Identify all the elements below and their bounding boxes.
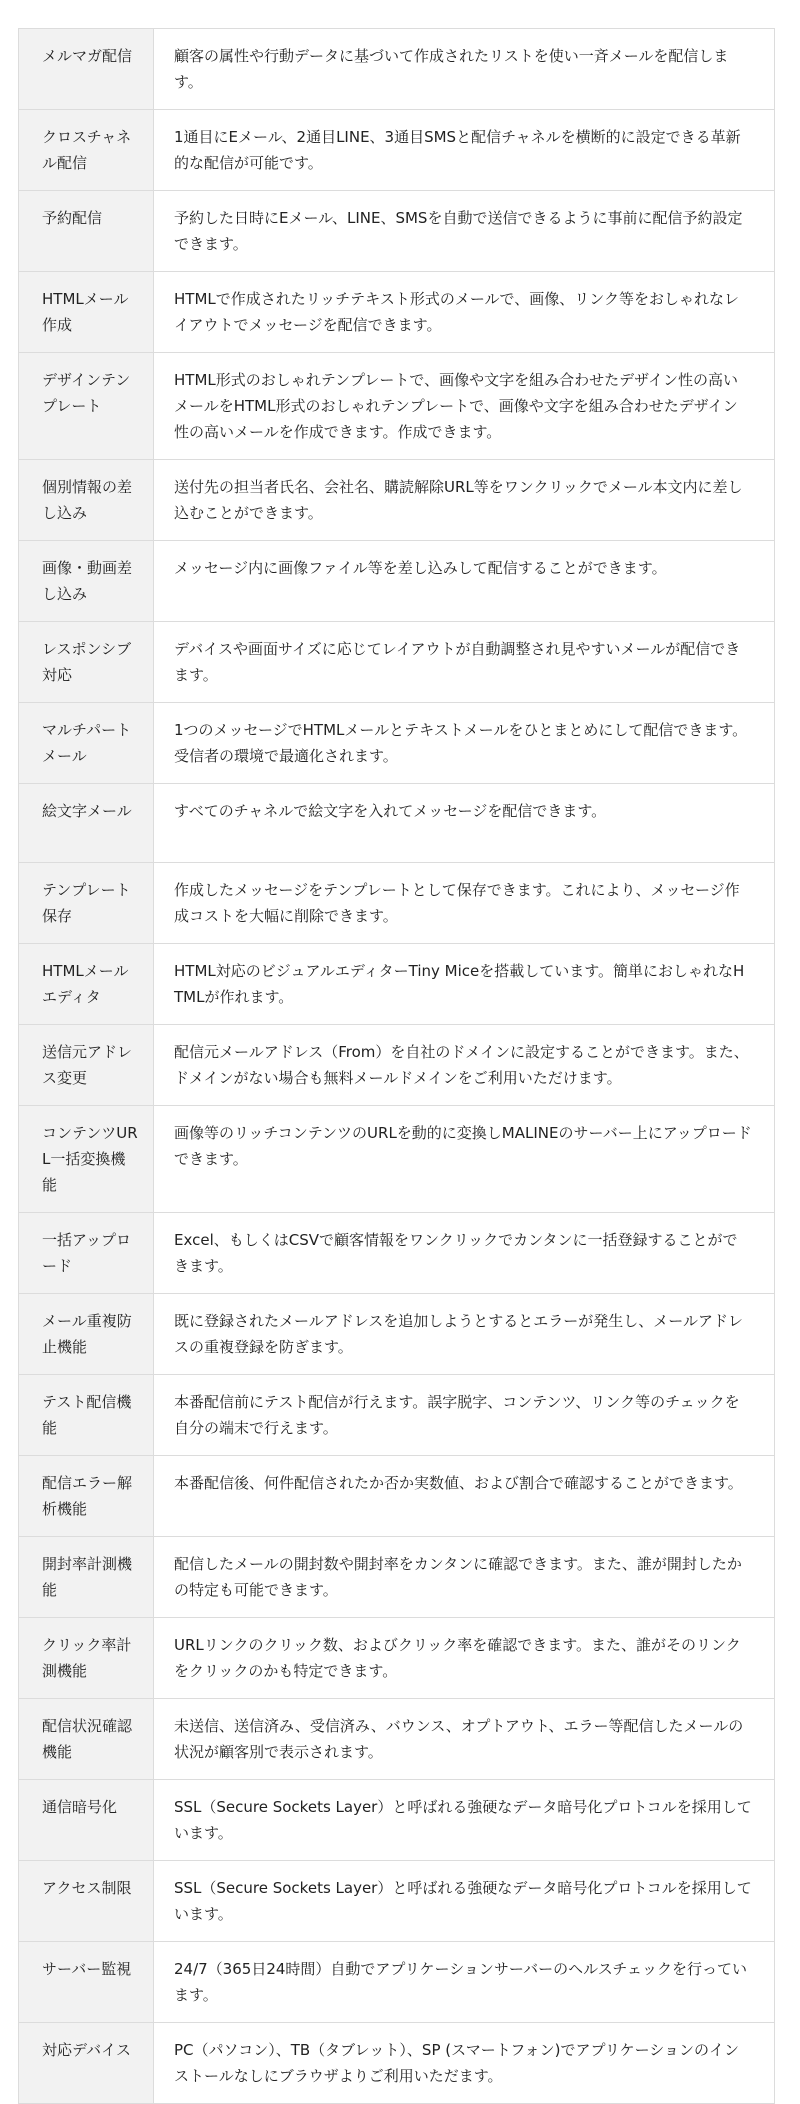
feature-name: 画像・動画差し込み: [19, 541, 154, 622]
table-row: [19, 1294, 775, 1375]
feature-name: 個別情報の差し込み: [19, 460, 154, 541]
feature-name: 予約配信: [19, 191, 154, 272]
feature-table: [18, 28, 775, 2104]
feature-description: 既に登録されたメールアドレスを追加しようとするとエラーが発生し、メールアドレスの重複登録を防ぎます。: [154, 1294, 775, 1375]
feature-description: SSL（Secure Sockets Layer）と呼ばれる強硬なデータ暗号化プロトコルを採用しています。: [154, 1780, 775, 1861]
feature-name: テンプレート保存: [19, 863, 154, 944]
feature-description: 24/7（365日24時間）自動でアプリケーションサーバーのヘルスチェックを行っています。: [154, 1942, 775, 2023]
feature-name: 一括アップロード: [19, 1213, 154, 1294]
table-row: [19, 1025, 775, 1106]
feature-table-body: [19, 29, 775, 2104]
feature-name: 配信エラー解析機能: [19, 1456, 154, 1537]
table-row: [19, 1106, 775, 1213]
feature-description: 画像等のリッチコンテンツのURLを動的に変換しMALINEのサーバー上にアップロードできます。: [154, 1106, 775, 1213]
table-row: [19, 2023, 775, 2104]
feature-name: 送信元アドレス変更: [19, 1025, 154, 1106]
feature-description: 予約した日時にEメール、LINE、SMSを自動で送信できるように事前に配信予約設定できます。: [154, 191, 775, 272]
feature-name: レスポンシブ対応: [19, 622, 154, 703]
table-row: [19, 863, 775, 944]
feature-description: 配信したメールの開封数や開封率をカンタンに確認できます。また、誰が開封したかの特定も可能できます。: [154, 1537, 775, 1618]
feature-name: 対応デバイス: [19, 2023, 154, 2104]
feature-description: Excel、もしくはCSVで顧客情報をワンクリックでカンタンに一括登録することができます。: [154, 1213, 775, 1294]
table-row: [19, 1213, 775, 1294]
feature-description: 送付先の担当者氏名、会社名、購読解除URL等をワンクリックでメール本文内に差し込むことができます。: [154, 460, 775, 541]
feature-name: サーバー監視: [19, 1942, 154, 2023]
table-row: [19, 1375, 775, 1456]
table-row: [19, 1699, 775, 1780]
feature-description: HTML形式のおしゃれテンプレートで、画像や文字を組み合わせたデザイン性の高いメールをHTML形式のおしゃれテンプレートで、画像や文字を組み合わせたデザイン性の高いメールを作成できます。作成できます。: [154, 353, 775, 460]
feature-name: マルチパートメール: [19, 703, 154, 784]
table-row: [19, 110, 775, 191]
table-row: [19, 29, 775, 110]
feature-description: メッセージ内に画像ファイル等を差し込みして配信することができます。: [154, 541, 775, 622]
feature-description: HTML対応のビジュアルエディターTiny Miceを搭載しています。簡単におしゃれなHTMLが作れます。: [154, 944, 775, 1025]
feature-description: HTMLで作成されたリッチテキスト形式のメールで、画像、リンク等をおしゃれなレイアウトでメッセージを配信できます。: [154, 272, 775, 353]
table-row: [19, 353, 775, 460]
feature-name: 絵文字メール: [19, 784, 154, 863]
feature-name: HTMLメールエディタ: [19, 944, 154, 1025]
feature-description: SSL（Secure Sockets Layer）と呼ばれる強硬なデータ暗号化プロトコルを採用しています。: [154, 1861, 775, 1942]
table-row: [19, 622, 775, 703]
table-row: [19, 1456, 775, 1537]
feature-description: デバイスや画面サイズに応じてレイアウトが自動調整され見やすいメールが配信できます。: [154, 622, 775, 703]
table-row: [19, 944, 775, 1025]
table-row: [19, 1780, 775, 1861]
feature-name: テスト配信機能: [19, 1375, 154, 1456]
feature-description: 本番配信後、何件配信されたか否か実数値、および割合で確認することができます。: [154, 1456, 775, 1537]
feature-name: 通信暗号化: [19, 1780, 154, 1861]
table-row: [19, 541, 775, 622]
table-row: [19, 1537, 775, 1618]
feature-description: 1通目にEメール、2通目LINE、3通目SMSと配信チャネルを横断的に設定できる革新的な配信が可能です。: [154, 110, 775, 191]
feature-name: 配信状況確認機能: [19, 1699, 154, 1780]
table-row: [19, 460, 775, 541]
table-row: [19, 703, 775, 784]
feature-name: コンテンツURL一括変換機能: [19, 1106, 154, 1213]
feature-description: 作成したメッセージをテンプレートとして保存できます。これにより、メッセージ作成コストを大幅に削除できます。: [154, 863, 775, 944]
feature-description: PC（パソコン）、TB（タブレット）、SP (スマートフォン)でアプリケーションのインストールなしにブラウザよりご利用いただます。: [154, 2023, 775, 2104]
table-row: [19, 1861, 775, 1942]
feature-name: メール重複防止機能: [19, 1294, 154, 1375]
feature-name: アクセス制限: [19, 1861, 154, 1942]
feature-description: 配信元メールアドレス（From）を自社のドメインに設定することができます。また、ドメインがない場合も無料メールドメインをご利用いただけます。: [154, 1025, 775, 1106]
table-row: [19, 1618, 775, 1699]
feature-description: 未送信、送信済み、受信済み、バウンス、オプトアウト、エラー等配信したメールの状況が顧客別で表示されます。: [154, 1699, 775, 1780]
feature-description: 本番配信前にテスト配信が行えます。誤字脱字、コンテンツ、リンク等のチェックを自分の端末で行えます。: [154, 1375, 775, 1456]
feature-name: デザインテンプレート: [19, 353, 154, 460]
feature-description: すべてのチャネルで絵文字を入れてメッセージを配信できます。: [154, 784, 775, 863]
table-row: [19, 784, 775, 863]
feature-name: クロスチャネル配信: [19, 110, 154, 191]
feature-name: 開封率計測機能: [19, 1537, 154, 1618]
feature-description: URLリンクのクリック数、およびクリック率を確認できます。また、誰がそのリンクをクリックのかも特定できます。: [154, 1618, 775, 1699]
feature-description: 1つのメッセージでHTMLメールとテキストメールをひとまとめにして配信できます。受信者の環境で最適化されます。: [154, 703, 775, 784]
table-row: [19, 1942, 775, 2023]
feature-description: 顧客の属性や行動データに基づいて作成されたリストを使い一斉メールを配信します。: [154, 29, 775, 110]
feature-name: クリック率計測機能: [19, 1618, 154, 1699]
feature-name: HTMLメール作成: [19, 272, 154, 353]
feature-name: メルマガ配信: [19, 29, 154, 110]
table-row: [19, 272, 775, 353]
table-row: [19, 191, 775, 272]
